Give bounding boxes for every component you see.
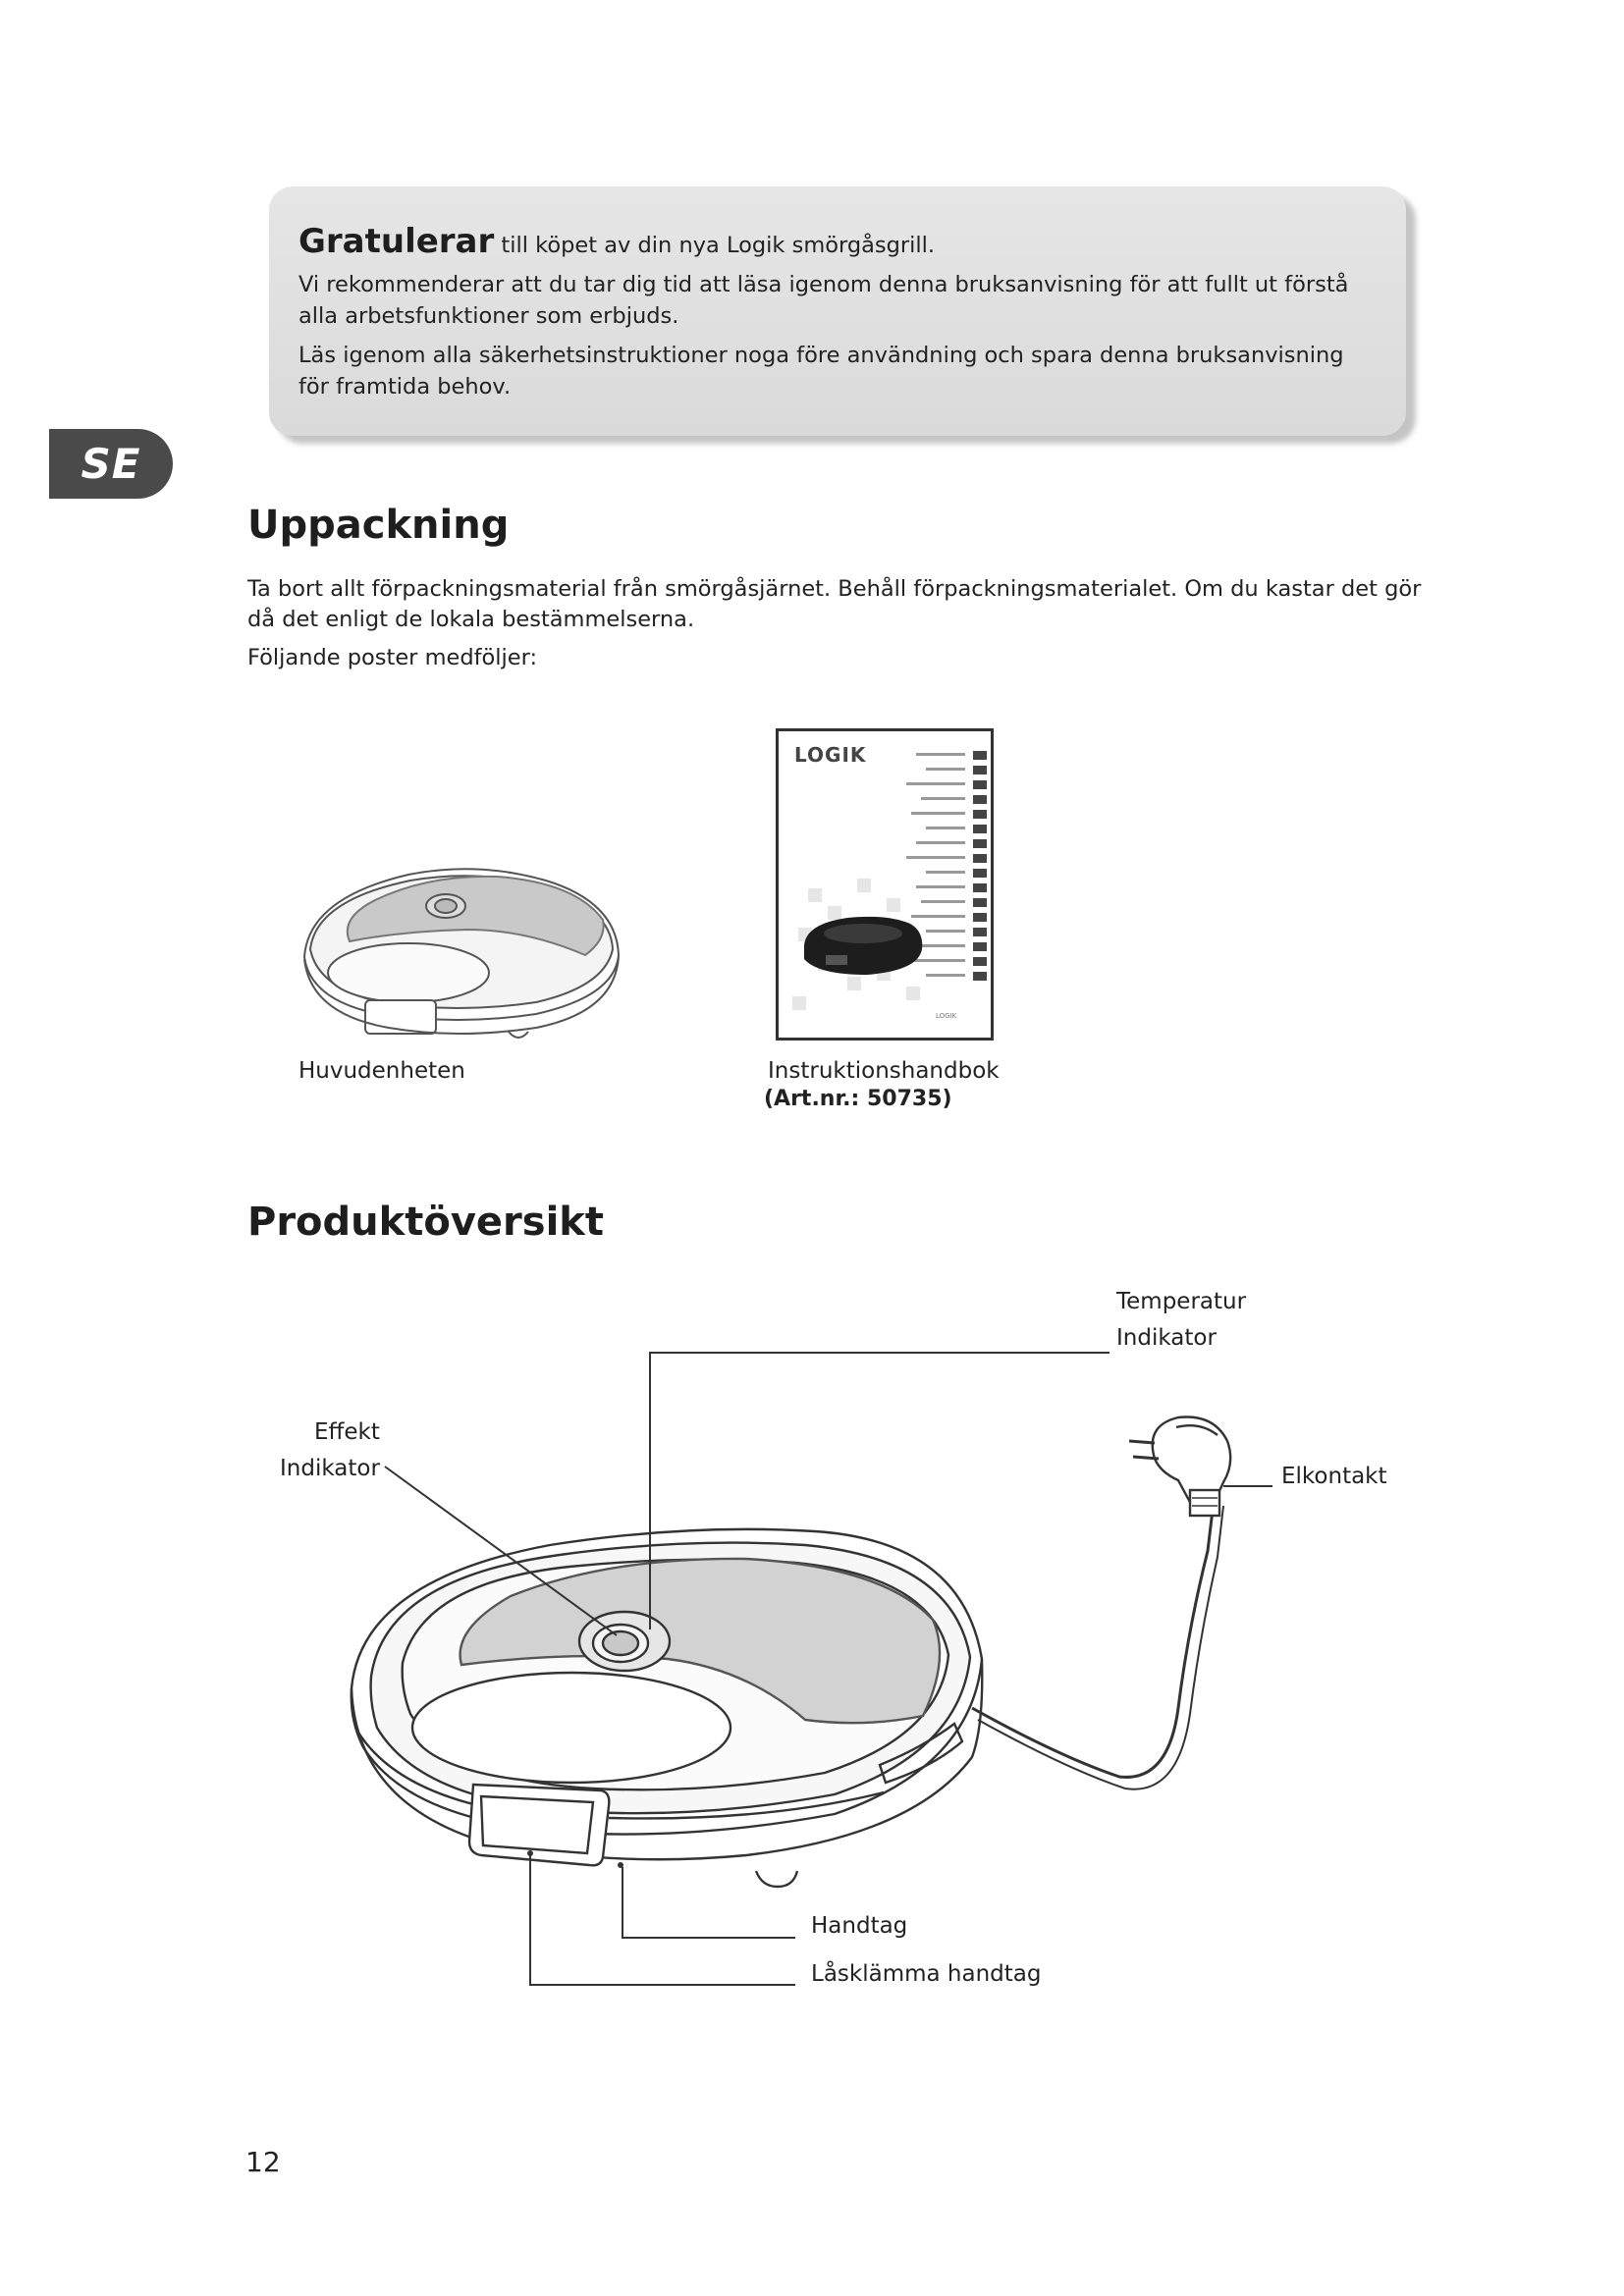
caption-manual-artnr: (Art.nr.: 50735) [764, 1087, 952, 1111]
label-plug: Elkontakt [1281, 1464, 1387, 1489]
handle-marker-dot [618, 1862, 623, 1868]
manual-model-text: LOGIK [936, 1012, 957, 1020]
intro-line-3: Läs igenom alla säkerhetsinstruktioner noga före användning och spara denna bruksanvisning för framtida behov. [298, 343, 1344, 400]
caption-main-unit: Huvudenheten [298, 1058, 465, 1084]
label-temperature-line1: Temperatur [1116, 1289, 1247, 1314]
clasp-marker-dot [527, 1850, 533, 1856]
label-temperature-line2: Indikator [1116, 1325, 1217, 1351]
intro-lead-word: Gratulerar [298, 222, 495, 261]
overview-title: Produktöversikt [247, 1200, 605, 1245]
label-clasp: Låsklämma handtag [811, 1961, 1042, 1987]
unpacking-title: Uppackning [247, 503, 510, 548]
label-handle: Handtag [811, 1913, 908, 1939]
unpacking-paragraph-2: Följande poster medföljer: [247, 645, 538, 670]
manual-brand-logo: LOGIK [794, 743, 867, 767]
label-power-line1: Effekt [314, 1419, 380, 1445]
language-tab: SE [49, 429, 173, 499]
unpacking-paragraph-1: Ta bort allt förpackningsmaterial från smörgåsjärnet. Behåll förpackningsmaterialet. Om du kastar det gör då det enligt de lokala bestämmelserna. [247, 576, 1422, 632]
page-number: 12 [245, 2146, 281, 2178]
intro-line-2: Vi rekommenderar att du tar dig tid att läsa igenom denna bruksanvisning för att fullt ut förstå alla arbetsfunktioner som erbjuds. [298, 272, 1349, 329]
caption-manual: Instruktionshandbok [768, 1058, 1000, 1084]
intro-lead-rest: till köpet av din nya Logik smörgåsgrill. [494, 233, 936, 258]
label-power-line2: Indikator [280, 1456, 380, 1481]
